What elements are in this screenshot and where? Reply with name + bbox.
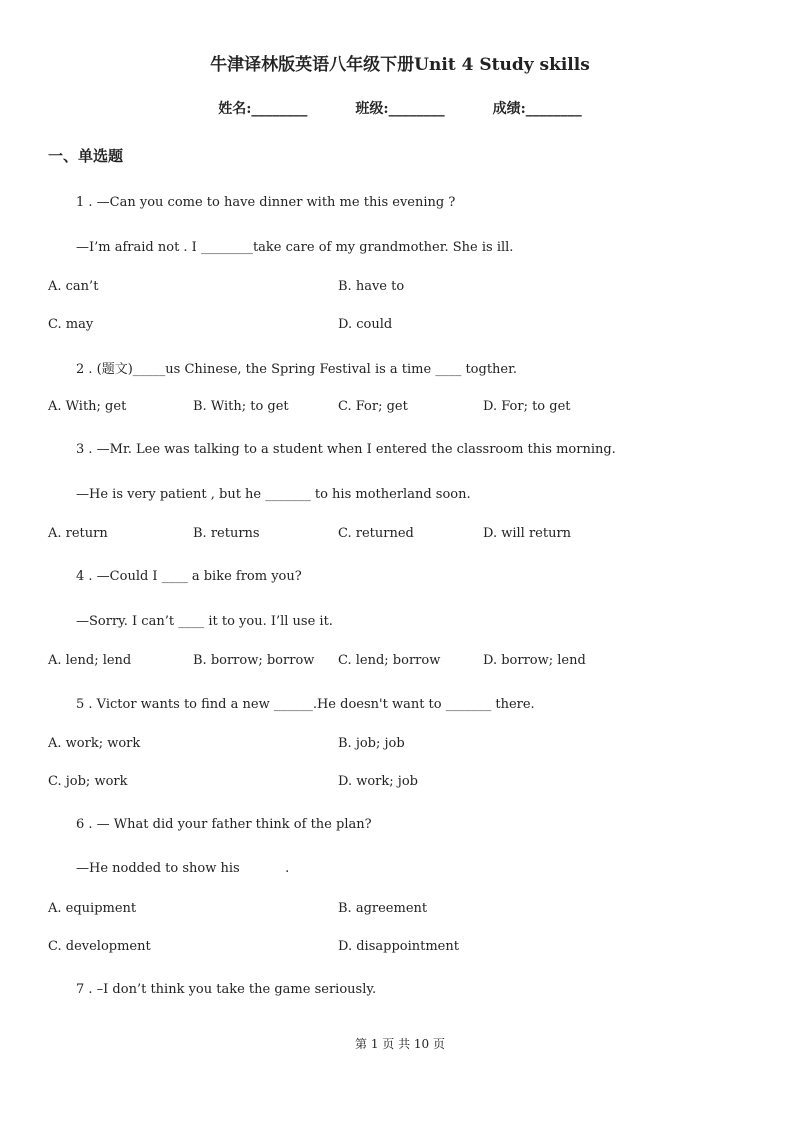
- question-1-option-a: A. can’t: [48, 279, 99, 294]
- question-2-option-c: C. For; get: [338, 399, 408, 414]
- question-4-stem-reply: —Sorry. I can’t ____ it to you. I’ll use it.: [76, 614, 333, 629]
- question-1-option-d: D. could: [338, 317, 393, 332]
- question-4-option-c: C. lend; borrow: [338, 653, 441, 668]
- question-6-stem-reply: —He nodded to show his .: [76, 861, 290, 876]
- question-4-stem: 4 . —Could I ____ a bike from you?: [76, 569, 302, 584]
- question-3-stem-reply: —He is very patient , but he _______ to his motherland soon.: [76, 487, 471, 502]
- question-5-stem: 5 . Victor wants to find a new ______.He doesn't want to _______ there.: [76, 697, 535, 712]
- question-6-option-b: B. agreement: [338, 901, 428, 916]
- score-field: 成绩:________: [492, 101, 582, 117]
- question-1-option-c: C. may: [48, 317, 94, 332]
- question-6-option-c: C. development: [48, 939, 151, 954]
- question-3-option-d: D. will return: [483, 526, 572, 541]
- question-5-option-a: A. work; work: [48, 736, 141, 751]
- question-5-option-d: D. work; job: [338, 774, 418, 789]
- student-info-row: [0, 98, 800, 118]
- question-5-option-b: B. job; job: [338, 736, 405, 751]
- question-4-option-b: B. borrow; borrow: [193, 653, 315, 668]
- section-heading: 一、单选题: [48, 147, 124, 165]
- question-3-option-c: C. returned: [338, 526, 414, 541]
- question-2-option-b: B. With; to get: [193, 399, 289, 414]
- name-field: 姓名:________: [218, 101, 308, 117]
- question-2-option-a: A. With; get: [48, 399, 127, 414]
- question-6-option-d: D. disappointment: [338, 939, 459, 954]
- question-1-option-b: B. have to: [338, 279, 405, 294]
- question-6-stem: 6 . — What did your father think of the plan?: [76, 817, 372, 832]
- question-3-option-a: A. return: [48, 526, 108, 541]
- question-6-option-a: A. equipment: [48, 901, 137, 916]
- question-7-stem: 7 . –I don’t think you take the game seriously.: [76, 982, 377, 997]
- question-2-option-d: D. For; to get: [483, 399, 571, 414]
- class-field: 班级:________: [355, 101, 445, 117]
- page-footer: 第 1 页 共 10 页: [355, 1037, 445, 1051]
- question-3-stem: 3 . —Mr. Lee was talking to a student when I entered the classroom this morning.: [76, 442, 616, 457]
- question-1-stem-reply: —I’m afraid not . I ________take care of my grandmother. She is ill.: [76, 240, 514, 255]
- question-2-stem: 2 . (题文)_____us Chinese, the Spring Festival is a time ____ togther.: [76, 362, 518, 377]
- question-4-option-a: A. lend; lend: [48, 653, 132, 668]
- question-1-stem: 1 . —Can you come to have dinner with me this evening ?: [76, 195, 456, 210]
- question-4-option-d: D. borrow; lend: [483, 653, 586, 668]
- question-3-option-b: B. returns: [193, 526, 260, 541]
- document-title: 牛津译林版英语八年级下册Unit 4 Study skills: [210, 55, 590, 75]
- question-5-option-c: C. job; work: [48, 774, 128, 789]
